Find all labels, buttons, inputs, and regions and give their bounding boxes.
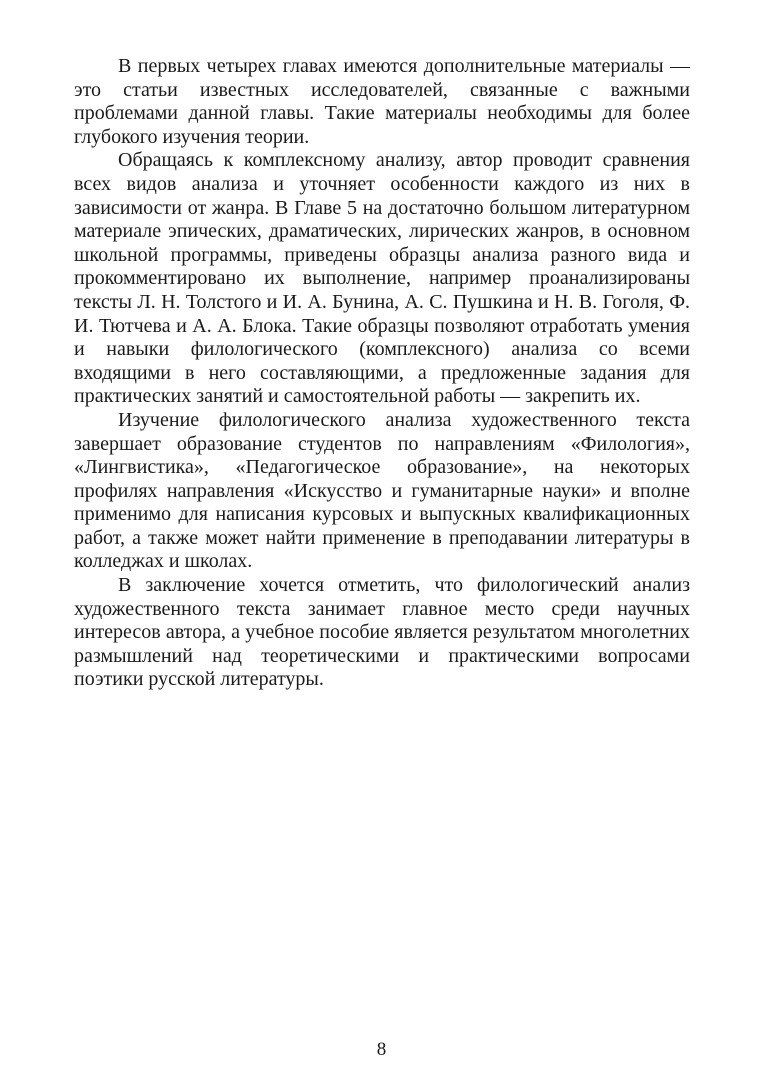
page-number: 8 xyxy=(376,1039,387,1060)
page-body xyxy=(74,55,690,692)
paragraph-4: В заключение хочется отметить, что филологический анализ художественного текста занимает главное место среди научных интересов автора, а учебное пособие является результатом многолетних размышлений над теоретическими и практическими вопросами поэтики русской литературы. xyxy=(74,574,690,691)
paragraph-3: Изучение филологического анализа художественного текста завершает образование студентов по направлениям «Филология», «Лингвистика», «Педагогическое образование», на некоторых профилях направления «Искусство и гуманитарные науки» и вполне применимо для написания курсовых и выпускных квалификационных работ, а также может найти применение в преподавании литературы в колледжах и школах. xyxy=(74,408,690,573)
paragraph-2: Обращаясь к комплексному анализу, автор проводит сравнения всех видов анализа и уточняет особенности каждого из них в зависимости от жанра. В Главе 5 на достаточно большом литературном материале эпических, драматических, лирических жанров, в основном школьной программы, приведены образцы анализа разного вида и прокомментировано их выполнение, например проанализированы тексты Л. Н. Толстого и И. А. Бунина, А. С. Пушкина и Н. В. Гоголя, Ф. И. Тютчева и А. А. Блока. Такие образцы позволяют отработать умения и навыки филологического (комплексного) анализа со всеми входящими в него составляющими, а предложенные задания для практических занятий и самостоятельной работы — закрепить их. xyxy=(74,149,690,408)
paragraph-1: В первых четырех главах имеются дополнительные материалы — это статьи известных исследователей, связанные с важными проблемами данной главы. Такие материалы необходимы для более глубокого изучения теории. xyxy=(74,55,690,148)
